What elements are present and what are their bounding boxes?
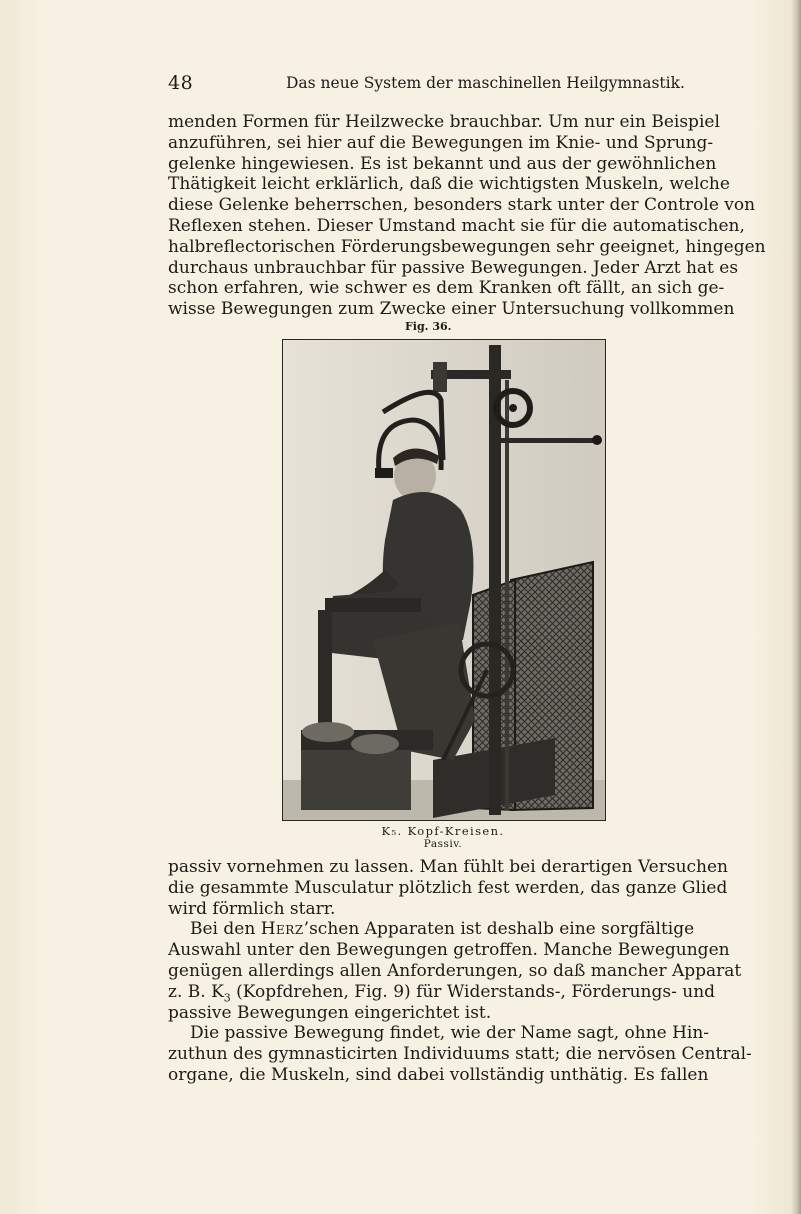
running-head: Das neue System der maschinellen Heilgymnastik. bbox=[286, 74, 685, 92]
text-line: wird förmlich starr. bbox=[168, 898, 336, 919]
text-line: anzuführen, sei hier auf die Bewegungen im Knie- und Sprung- bbox=[168, 132, 714, 153]
text-line: Reflexen stehen. Dieser Umstand macht sie für die automatischen, bbox=[168, 215, 745, 236]
text-fragment: Bei den bbox=[190, 919, 261, 940]
text-line: genügen allerdings allen Anforderungen, so daß mancher Apparat bbox=[168, 960, 742, 981]
text-line: Die passive Bewegung findet, wie der Name sagt, ohne Hin- bbox=[190, 1023, 710, 1044]
text-fragment: z. B. K bbox=[168, 981, 224, 1002]
text-line: halbreflectorischen Förderungsbewegungen sehr geeignet, hingegen bbox=[168, 236, 766, 257]
figure-photograph bbox=[282, 339, 606, 821]
text-line: gelenke hingewiesen. Es ist bekannt und aus der gewöhnlichen bbox=[168, 153, 717, 174]
clamp-screw bbox=[375, 468, 393, 478]
text-line: diese Gelenke beherrschen, besonders stark unter der Controle von bbox=[168, 195, 756, 216]
text-line: die gesammte Musculatur plötzlich fest werden, das ganze Glied bbox=[168, 877, 728, 898]
text-line: wisse Bewegungen zum Zwecke einer Untersuchung vollkommen bbox=[168, 299, 735, 320]
figure-caption-mode: Passiv. bbox=[423, 838, 463, 850]
side-bar-knob bbox=[592, 435, 602, 445]
figure-illustration bbox=[283, 340, 605, 820]
side-bar bbox=[501, 438, 596, 443]
text-line bbox=[168, 919, 695, 940]
text-line: organe, die Muskeln, sind dabei vollständig unthätig. Es fallen bbox=[168, 1064, 709, 1085]
text-line: passiv vornehmen zu lassen. Man fühlt bei derartigen Versuchen bbox=[168, 857, 729, 877]
right-shoe bbox=[351, 734, 399, 754]
text-line: menden Formen für Heilzwecke brauchbar. Um nur ein Beispiel bbox=[168, 112, 720, 132]
footrest-box bbox=[301, 750, 411, 810]
paragraph-top bbox=[168, 112, 766, 320]
drive-rod bbox=[505, 380, 509, 810]
text-line bbox=[168, 981, 716, 1005]
paragraph-bottom bbox=[168, 857, 752, 1086]
text-fragment: ’schen Apparaten ist deshalb eine sorgfältige bbox=[303, 919, 695, 940]
text-fragment: (Kopfdrehen, Fig. 9) für Widerstands-, Förderungs- und bbox=[230, 981, 716, 1002]
text-line: Auswahl unter den Bewegungen getroffen. Manche Bewegungen bbox=[168, 940, 730, 961]
arm-joint bbox=[433, 362, 447, 392]
text-line: Thätigkeit leicht erklärlich, daß die wichtigsten Muskeln, welche bbox=[168, 174, 730, 195]
page-header bbox=[168, 72, 685, 98]
text-line: zuthun des gymnasticirten Individuums statt; die nervösen Central- bbox=[168, 1044, 752, 1065]
seat bbox=[325, 598, 421, 612]
left-shoe bbox=[302, 722, 354, 742]
figure-caption: K₅. Kopf-Kreisen. bbox=[381, 824, 505, 838]
text-line: durchaus unbrauchbar für passive Bewegungen. Jeder Arzt hat es bbox=[168, 257, 739, 278]
author-name: Herz bbox=[260, 919, 304, 940]
drive-wheel-hub bbox=[509, 404, 517, 412]
page-number: 48 bbox=[168, 72, 194, 94]
text-line: passive Bewegungen eingerichtet ist. bbox=[168, 1002, 492, 1023]
figure-label: Fig. 36. bbox=[405, 320, 452, 333]
subscript: 3 bbox=[223, 991, 231, 1005]
page-edge-shadow bbox=[791, 0, 801, 1214]
text-line: schon erfahren, wie schwer es dem Kranken oft fällt, an sich ge- bbox=[168, 278, 725, 299]
